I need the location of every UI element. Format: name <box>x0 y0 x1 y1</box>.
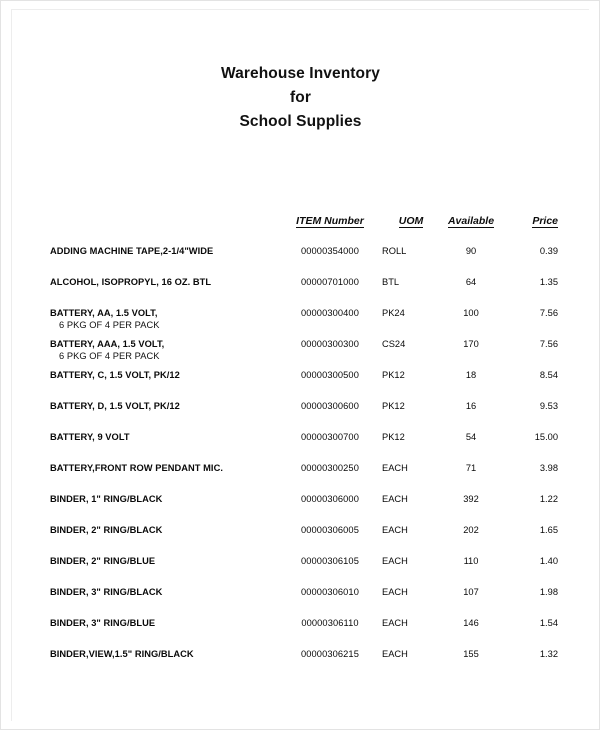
table-row <box>50 618 558 649</box>
cell-uom: PK12 <box>382 432 405 442</box>
cell-uom: EACH <box>382 587 408 597</box>
cell-description <box>50 277 278 308</box>
cell-description <box>50 246 278 277</box>
cell-available: 155 <box>463 649 479 659</box>
cell-description <box>50 339 278 370</box>
cell-available: 64 <box>465 277 477 287</box>
column-header-uom-label: UOM <box>398 215 424 227</box>
column-header-price-label: Price <box>532 215 558 227</box>
cell-price: 15.00 <box>534 432 558 442</box>
cell-uom: EACH <box>382 463 408 473</box>
cell-description <box>50 556 278 587</box>
cell-uom: EACH <box>382 556 408 566</box>
cell-available: 90 <box>465 246 477 256</box>
cell-available: 170 <box>463 339 479 349</box>
table-row <box>50 463 558 494</box>
cell-description <box>50 463 278 494</box>
cell-item-number: 00000300250 <box>301 463 359 473</box>
cell-description <box>50 649 278 680</box>
table-row <box>50 370 558 401</box>
cell-price: 0.39 <box>539 246 558 256</box>
cell-available: 110 <box>463 556 479 566</box>
cell-available: 71 <box>465 463 477 473</box>
item-description-sub: 6 PKG OF 4 PER PACK <box>59 320 160 330</box>
cell-uom: EACH <box>382 494 408 504</box>
item-description: BINDER,VIEW,1.5" RING/BLACK <box>50 649 194 659</box>
table-row <box>50 339 558 370</box>
cell-price: 1.35 <box>539 277 558 287</box>
table-row <box>50 649 558 680</box>
cell-price: 1.40 <box>539 556 558 566</box>
cell-item-number: 00000300700 <box>301 432 359 442</box>
item-description: BATTERY, D, 1.5 VOLT, PK/12 <box>50 401 180 411</box>
cell-price: 1.32 <box>539 649 558 659</box>
cell-available: 146 <box>463 618 479 628</box>
item-description: ALCOHOL, ISOPROPYL, 16 OZ. BTL <box>50 277 212 287</box>
cell-uom: PK12 <box>382 370 405 380</box>
cell-available: 100 <box>463 308 479 318</box>
column-header-available <box>440 215 502 246</box>
item-description: ADDING MACHINE TAPE,2-1/4"WIDE <box>50 246 214 256</box>
cell-description <box>50 618 278 649</box>
cell-price: 1.98 <box>539 587 558 597</box>
column-header-item-number-label: ITEM Number <box>296 215 364 227</box>
table-row <box>50 432 558 463</box>
column-header-uom <box>382 215 440 246</box>
column-header-description <box>50 215 278 246</box>
cell-item-number: 00000300300 <box>301 339 359 349</box>
cell-available: 392 <box>463 494 479 504</box>
cell-uom: PK24 <box>382 308 405 318</box>
table-row <box>50 587 558 618</box>
cell-item-number: 00000300500 <box>301 370 359 380</box>
cell-description <box>50 370 278 401</box>
cell-price: 8.54 <box>539 370 558 380</box>
cell-price: 3.98 <box>539 463 558 473</box>
column-header-item-number <box>278 215 382 246</box>
document-title-line-2: for <box>290 89 311 106</box>
cell-uom: ROLL <box>382 246 407 256</box>
cell-price: 7.56 <box>539 308 558 318</box>
item-description: BINDER, 2" RING/BLACK <box>50 525 163 535</box>
table-row <box>50 277 558 308</box>
cell-item-number: 00000306105 <box>301 556 359 566</box>
cell-price: 1.54 <box>539 618 558 628</box>
cell-item-number: 00000306215 <box>301 649 359 659</box>
cell-item-number: 00000701000 <box>301 277 359 287</box>
cell-price: 1.65 <box>539 525 558 535</box>
item-description: BATTERY, 9 VOLT <box>50 432 130 442</box>
document-title <box>12 62 589 134</box>
cell-uom: EACH <box>382 525 408 535</box>
inventory-table-body <box>50 246 558 680</box>
column-header-available-label: Available <box>447 215 495 227</box>
cell-available: 16 <box>465 401 477 411</box>
cell-item-number: 00000354000 <box>301 246 359 256</box>
item-description: BINDER, 3" RING/BLUE <box>50 618 156 628</box>
item-description-sub: 6 PKG OF 4 PER PACK <box>59 351 160 361</box>
cell-available: 54 <box>465 432 477 442</box>
cell-price: 7.56 <box>539 339 558 349</box>
column-header-price <box>502 215 558 246</box>
document-title-line-3: School Supplies <box>239 113 362 130</box>
item-description: BATTERY, C, 1.5 VOLT, PK/12 <box>50 370 180 380</box>
cell-description <box>50 432 278 463</box>
cell-item-number: 00000306110 <box>301 618 359 628</box>
cell-item-number: 00000306010 <box>301 587 359 597</box>
table-header-row <box>50 215 558 246</box>
item-description: BATTERY,FRONT ROW PENDANT MIC. <box>50 463 223 473</box>
cell-item-number: 00000306005 <box>301 525 359 535</box>
inventory-table <box>50 215 558 680</box>
item-description: BATTERY, AAA, 1.5 VOLT, <box>50 339 165 349</box>
page-content-area <box>11 9 589 721</box>
item-description: BATTERY, AA, 1.5 VOLT, <box>50 308 158 318</box>
item-description: BINDER, 3" RING/BLACK <box>50 587 163 597</box>
cell-price: 1.22 <box>539 494 558 504</box>
item-description: BINDER, 2" RING/BLUE <box>50 556 156 566</box>
cell-description <box>50 525 278 556</box>
table-row <box>50 556 558 587</box>
cell-item-number: 00000306000 <box>301 494 359 504</box>
cell-uom: EACH <box>382 618 408 628</box>
table-row <box>50 401 558 432</box>
table-row <box>50 308 558 339</box>
table-row <box>50 525 558 556</box>
cell-uom: CS24 <box>382 339 406 349</box>
cell-description <box>50 494 278 525</box>
cell-item-number: 00000300400 <box>301 308 359 318</box>
cell-available: 202 <box>463 525 479 535</box>
item-description: BINDER, 1" RING/BLACK <box>50 494 163 504</box>
cell-uom: EACH <box>382 649 408 659</box>
table-row <box>50 246 558 277</box>
cell-available: 107 <box>463 587 479 597</box>
document-title-line-1: Warehouse Inventory <box>221 65 380 82</box>
cell-item-number: 00000300600 <box>301 401 359 411</box>
table-row <box>50 494 558 525</box>
inventory-table-header <box>50 215 558 246</box>
cell-description <box>50 587 278 618</box>
cell-available: 18 <box>465 370 477 380</box>
cell-price: 9.53 <box>539 401 558 411</box>
cell-description <box>50 308 278 339</box>
cell-uom: PK12 <box>382 401 405 411</box>
cell-description <box>50 401 278 432</box>
cell-uom: BTL <box>382 277 400 287</box>
